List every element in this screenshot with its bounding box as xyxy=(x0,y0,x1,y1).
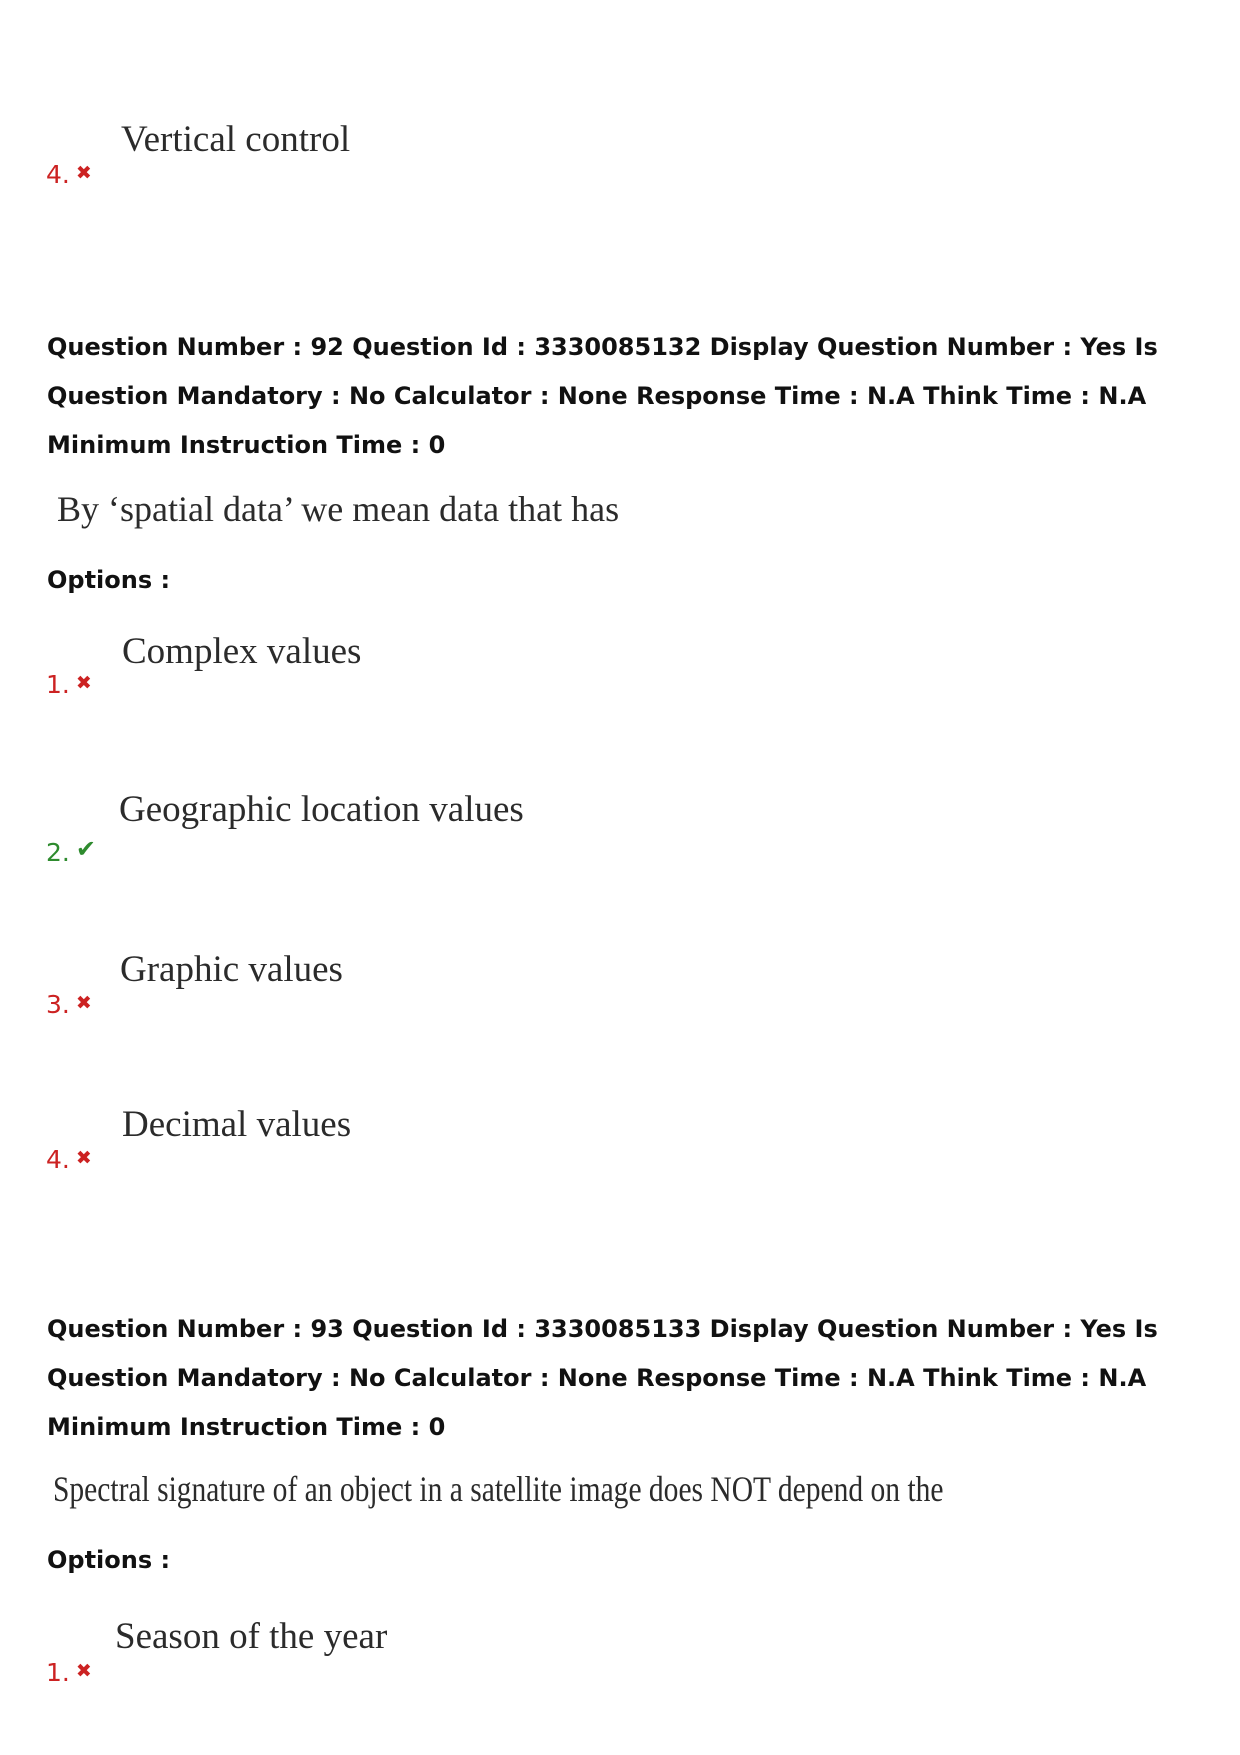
option-number: 3. xyxy=(46,990,70,1019)
option-marker xyxy=(46,670,92,699)
option-text: Complex values xyxy=(122,631,362,672)
question-text-content: Spectral signature of an object in a satellite image does NOT depend on the xyxy=(53,1469,944,1509)
option-number: 1. xyxy=(46,1658,70,1687)
cross-icon: ✖ xyxy=(75,162,92,184)
question-meta: Question Number : 92 Question Id : 3330085132 Display Question Number : Yes Is Question Mandatory : No Calculator : None Response Time : N.A Think Time : N.A Minimum Instruction Time : 0 xyxy=(47,333,1158,459)
option-marker xyxy=(46,835,96,867)
question-meta: Question Number : 93 Question Id : 3330085133 Display Question Number : Yes Is Question Mandatory : No Calculator : None Response Time : N.A Think Time : N.A Minimum Instruction Time : 0 xyxy=(47,1315,1158,1441)
option-marker xyxy=(46,1658,92,1687)
check-icon: ✔ xyxy=(75,835,96,863)
cross-icon: ✖ xyxy=(75,672,92,694)
options-label: Options : xyxy=(47,566,171,594)
cross-icon: ✖ xyxy=(75,1660,92,1682)
option-number: 2. xyxy=(46,838,70,867)
options-label: Options : xyxy=(47,1546,171,1574)
option-text: Decimal values xyxy=(122,1104,352,1145)
option-number: 4. xyxy=(46,160,70,189)
option-marker xyxy=(46,990,92,1019)
option-number: 4. xyxy=(46,1145,70,1174)
option-marker xyxy=(46,1145,92,1174)
option-text: Graphic values xyxy=(120,949,343,990)
question-text: By ‘spatial data’ we mean data that has xyxy=(57,489,620,529)
option-text: Season of the year xyxy=(115,1616,388,1657)
cross-icon: ✖ xyxy=(75,1147,92,1169)
cross-icon: ✖ xyxy=(75,992,92,1014)
question-text xyxy=(53,1468,1139,1510)
option-number: 1. xyxy=(46,670,70,699)
option-marker xyxy=(46,160,92,189)
option-text: Geographic location values xyxy=(119,789,524,830)
option-text: Vertical control xyxy=(121,119,351,160)
